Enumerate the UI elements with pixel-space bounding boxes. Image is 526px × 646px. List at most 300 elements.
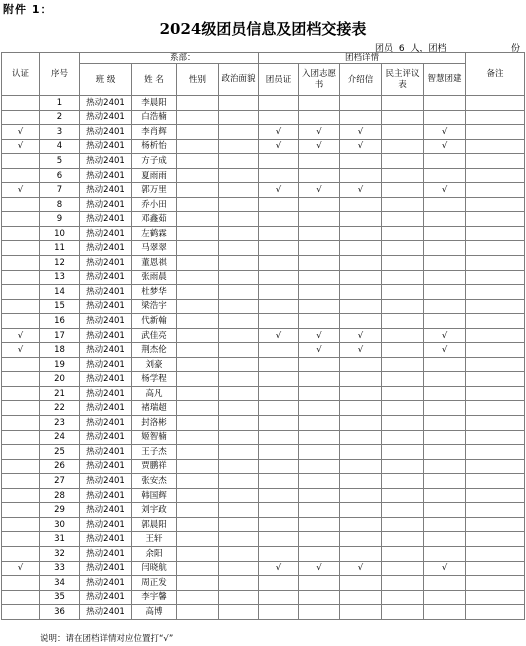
smart-league-cell bbox=[424, 532, 466, 547]
evaluation-cell bbox=[382, 503, 424, 518]
remarks-cell bbox=[466, 576, 525, 591]
smart-league-cell: √ bbox=[424, 328, 466, 343]
application-cell bbox=[299, 430, 340, 445]
evaluation-cell bbox=[382, 517, 424, 532]
seq-cell: 13 bbox=[40, 270, 80, 285]
smart-league-cell bbox=[424, 299, 466, 314]
table-row bbox=[2, 314, 525, 329]
members-unit: 人，团档 bbox=[410, 44, 447, 54]
evaluation-cell bbox=[382, 343, 424, 358]
intro-letter-cell: √ bbox=[340, 139, 382, 154]
verify-cell bbox=[2, 546, 40, 561]
political-cell bbox=[219, 532, 259, 547]
verify-cell bbox=[2, 605, 40, 620]
intro-letter-cell: √ bbox=[340, 343, 382, 358]
name-cell: 余阳 bbox=[132, 546, 177, 561]
evaluation-cell bbox=[382, 241, 424, 256]
verify-cell bbox=[2, 299, 40, 314]
political-cell bbox=[219, 517, 259, 532]
political-cell bbox=[219, 546, 259, 561]
seq-cell: 27 bbox=[40, 474, 80, 489]
evaluation-cell bbox=[382, 270, 424, 285]
intro-letter-cell bbox=[340, 226, 382, 241]
intro-letter-cell bbox=[340, 517, 382, 532]
remarks-cell bbox=[466, 546, 525, 561]
member-card-cell bbox=[259, 357, 299, 372]
remarks-cell bbox=[466, 110, 525, 125]
political-cell bbox=[219, 343, 259, 358]
member-card-cell bbox=[259, 459, 299, 474]
table-row bbox=[2, 576, 525, 591]
class-cell: 热动2401 bbox=[80, 125, 132, 140]
class-cell: 热动2401 bbox=[80, 343, 132, 358]
class-cell: 热动2401 bbox=[80, 241, 132, 256]
application-cell: √ bbox=[299, 125, 340, 140]
remarks-cell bbox=[466, 488, 525, 503]
member-card-cell bbox=[259, 212, 299, 227]
name-cell: 刘豪 bbox=[132, 357, 177, 372]
application-cell: √ bbox=[299, 328, 340, 343]
intro-letter-cell bbox=[340, 285, 382, 300]
application-cell: √ bbox=[299, 139, 340, 154]
gender-cell bbox=[177, 343, 219, 358]
seq-cell: 26 bbox=[40, 459, 80, 474]
member-card-cell bbox=[259, 590, 299, 605]
table-row bbox=[2, 430, 525, 445]
remarks-cell bbox=[466, 474, 525, 489]
verify-cell bbox=[2, 503, 40, 518]
intro-letter-cell bbox=[340, 546, 382, 561]
attachment-label: 附件 1： bbox=[3, 3, 53, 16]
class-cell: 热动2401 bbox=[80, 503, 132, 518]
remarks-cell bbox=[466, 285, 525, 300]
class-cell: 热动2401 bbox=[80, 154, 132, 169]
seq-cell: 22 bbox=[40, 401, 80, 416]
verify-cell bbox=[2, 459, 40, 474]
application-cell bbox=[299, 517, 340, 532]
evaluation-cell bbox=[382, 154, 424, 169]
header-application: 入团志愿书 bbox=[299, 64, 340, 96]
verify-cell bbox=[2, 226, 40, 241]
evaluation-cell bbox=[382, 357, 424, 372]
member-card-cell: √ bbox=[259, 125, 299, 140]
smart-league-cell bbox=[424, 372, 466, 387]
verify-cell bbox=[2, 576, 40, 591]
class-cell: 热动2401 bbox=[80, 561, 132, 576]
seq-cell: 36 bbox=[40, 605, 80, 620]
application-cell bbox=[299, 546, 340, 561]
member-card-cell bbox=[259, 386, 299, 401]
remarks-cell bbox=[466, 270, 525, 285]
smart-league-cell bbox=[424, 314, 466, 329]
class-cell: 热动2401 bbox=[80, 256, 132, 271]
verify-cell bbox=[2, 372, 40, 387]
evaluation-cell bbox=[382, 488, 424, 503]
class-cell: 热动2401 bbox=[80, 488, 132, 503]
class-cell: 热动2401 bbox=[80, 590, 132, 605]
member-card-cell bbox=[259, 445, 299, 460]
seq-cell: 20 bbox=[40, 372, 80, 387]
member-card-cell bbox=[259, 503, 299, 518]
table-row bbox=[2, 386, 525, 401]
class-cell: 热动2401 bbox=[80, 197, 132, 212]
table-row bbox=[2, 561, 525, 576]
gender-cell bbox=[177, 212, 219, 227]
name-cell: 刘宇政 bbox=[132, 503, 177, 518]
table-row bbox=[2, 416, 525, 431]
table-row bbox=[2, 139, 525, 154]
name-cell: 董恩祺 bbox=[132, 256, 177, 271]
table-row bbox=[2, 517, 525, 532]
members-count: 6 bbox=[398, 44, 405, 54]
political-cell bbox=[219, 168, 259, 183]
name-cell: 杨析怡 bbox=[132, 139, 177, 154]
name-cell: 姬智楠 bbox=[132, 430, 177, 445]
verify-cell: √ bbox=[2, 125, 40, 140]
seq-cell: 29 bbox=[40, 503, 80, 518]
political-cell bbox=[219, 503, 259, 518]
seq-cell: 35 bbox=[40, 590, 80, 605]
application-cell bbox=[299, 357, 340, 372]
political-cell bbox=[219, 474, 259, 489]
seq-cell: 12 bbox=[40, 256, 80, 271]
intro-letter-cell bbox=[340, 488, 382, 503]
application-cell bbox=[299, 256, 340, 271]
evaluation-cell bbox=[382, 183, 424, 198]
application-cell: √ bbox=[299, 183, 340, 198]
evaluation-cell bbox=[382, 416, 424, 431]
verify-cell bbox=[2, 445, 40, 460]
class-cell: 热动2401 bbox=[80, 314, 132, 329]
application-cell bbox=[299, 154, 340, 169]
member-card-cell bbox=[259, 241, 299, 256]
intro-letter-cell bbox=[340, 430, 382, 445]
name-cell: 高博 bbox=[132, 605, 177, 620]
seq-cell: 24 bbox=[40, 430, 80, 445]
name-cell: 李宇馨 bbox=[132, 590, 177, 605]
gender-cell bbox=[177, 299, 219, 314]
name-cell: 荆杰伦 bbox=[132, 343, 177, 358]
gender-cell bbox=[177, 430, 219, 445]
class-cell: 热动2401 bbox=[80, 386, 132, 401]
verify-cell bbox=[2, 401, 40, 416]
evaluation-cell bbox=[382, 546, 424, 561]
remarks-cell bbox=[466, 183, 525, 198]
intro-letter-cell: √ bbox=[340, 183, 382, 198]
evaluation-cell bbox=[382, 445, 424, 460]
name-cell: 王子杰 bbox=[132, 445, 177, 460]
verify-cell: √ bbox=[2, 561, 40, 576]
table-row bbox=[2, 197, 525, 212]
evaluation-cell bbox=[382, 386, 424, 401]
evaluation-cell bbox=[382, 314, 424, 329]
political-cell bbox=[219, 212, 259, 227]
table-row bbox=[2, 532, 525, 547]
intro-letter-cell: √ bbox=[340, 125, 382, 140]
gender-cell bbox=[177, 503, 219, 518]
class-cell: 热动2401 bbox=[80, 445, 132, 460]
smart-league-cell bbox=[424, 576, 466, 591]
verify-cell bbox=[2, 517, 40, 532]
member-card-cell bbox=[259, 401, 299, 416]
intro-letter-cell bbox=[340, 459, 382, 474]
remarks-cell bbox=[466, 299, 525, 314]
member-card-cell: √ bbox=[259, 183, 299, 198]
remarks-cell bbox=[466, 445, 525, 460]
header-intro-letter: 介绍信 bbox=[340, 64, 382, 96]
header-department: 系部： bbox=[80, 53, 259, 64]
gender-cell bbox=[177, 372, 219, 387]
seq-cell: 23 bbox=[40, 416, 80, 431]
remarks-cell bbox=[466, 343, 525, 358]
evaluation-cell bbox=[382, 125, 424, 140]
verify-cell bbox=[2, 590, 40, 605]
member-card-cell bbox=[259, 96, 299, 111]
political-cell bbox=[219, 605, 259, 620]
intro-letter-cell bbox=[340, 590, 382, 605]
table-row bbox=[2, 605, 525, 620]
class-cell: 热动2401 bbox=[80, 168, 132, 183]
remarks-cell bbox=[466, 386, 525, 401]
table-row bbox=[2, 299, 525, 314]
application-cell: √ bbox=[299, 343, 340, 358]
member-card-cell bbox=[259, 605, 299, 620]
gender-cell bbox=[177, 474, 219, 489]
intro-letter-cell: √ bbox=[340, 328, 382, 343]
remarks-cell bbox=[466, 561, 525, 576]
name-cell: 郭晨阳 bbox=[132, 517, 177, 532]
seq-cell: 8 bbox=[40, 197, 80, 212]
seq-cell: 7 bbox=[40, 183, 80, 198]
table-row bbox=[2, 256, 525, 271]
name-cell: 韩国辉 bbox=[132, 488, 177, 503]
intro-letter-cell bbox=[340, 401, 382, 416]
smart-league-cell bbox=[424, 445, 466, 460]
verify-cell bbox=[2, 430, 40, 445]
political-cell bbox=[219, 154, 259, 169]
name-cell: 闫晓航 bbox=[132, 561, 177, 576]
member-card-cell bbox=[259, 474, 299, 489]
gender-cell bbox=[177, 517, 219, 532]
political-cell bbox=[219, 386, 259, 401]
intro-letter-cell bbox=[340, 445, 382, 460]
political-cell bbox=[219, 372, 259, 387]
seq-cell: 34 bbox=[40, 576, 80, 591]
intro-letter-cell: √ bbox=[340, 561, 382, 576]
smart-league-cell bbox=[424, 110, 466, 125]
gender-cell bbox=[177, 576, 219, 591]
remarks-cell bbox=[466, 590, 525, 605]
application-cell bbox=[299, 285, 340, 300]
header-smart-league: 智慧团建 bbox=[424, 64, 466, 96]
remarks-cell bbox=[466, 517, 525, 532]
table-row bbox=[2, 168, 525, 183]
gender-cell bbox=[177, 226, 219, 241]
application-cell bbox=[299, 474, 340, 489]
smart-league-cell bbox=[424, 605, 466, 620]
gender-cell bbox=[177, 110, 219, 125]
verify-cell bbox=[2, 285, 40, 300]
application-cell: √ bbox=[299, 561, 340, 576]
class-cell: 热动2401 bbox=[80, 372, 132, 387]
class-cell: 热动2401 bbox=[80, 532, 132, 547]
political-cell bbox=[219, 96, 259, 111]
remarks-cell bbox=[466, 197, 525, 212]
intro-letter-cell bbox=[340, 605, 382, 620]
table-row bbox=[2, 241, 525, 256]
instruction-note: 说明：请在团档详情对应位置打“√” bbox=[40, 634, 174, 644]
class-cell: 热动2401 bbox=[80, 299, 132, 314]
table-row bbox=[2, 212, 525, 227]
intro-letter-cell bbox=[340, 256, 382, 271]
table-row bbox=[2, 488, 525, 503]
class-cell: 热动2401 bbox=[80, 546, 132, 561]
verify-cell bbox=[2, 474, 40, 489]
class-cell: 热动2401 bbox=[80, 430, 132, 445]
smart-league-cell bbox=[424, 270, 466, 285]
header-class: 班 级 bbox=[80, 64, 132, 96]
verify-cell bbox=[2, 532, 40, 547]
class-cell: 热动2401 bbox=[80, 517, 132, 532]
political-cell bbox=[219, 576, 259, 591]
political-cell bbox=[219, 285, 259, 300]
class-cell: 热动2401 bbox=[80, 605, 132, 620]
class-cell: 热动2401 bbox=[80, 96, 132, 111]
seq-cell: 32 bbox=[40, 546, 80, 561]
gender-cell bbox=[177, 96, 219, 111]
evaluation-cell bbox=[382, 212, 424, 227]
smart-league-cell bbox=[424, 212, 466, 227]
name-cell: 周正发 bbox=[132, 576, 177, 591]
smart-league-cell bbox=[424, 590, 466, 605]
class-cell: 热动2401 bbox=[80, 401, 132, 416]
remarks-cell bbox=[466, 314, 525, 329]
political-cell bbox=[219, 445, 259, 460]
table-row bbox=[2, 357, 525, 372]
class-cell: 热动2401 bbox=[80, 226, 132, 241]
intro-letter-cell bbox=[340, 299, 382, 314]
gender-cell bbox=[177, 125, 219, 140]
intro-letter-cell bbox=[340, 241, 382, 256]
political-cell bbox=[219, 328, 259, 343]
intro-letter-cell bbox=[340, 357, 382, 372]
smart-league-cell bbox=[424, 285, 466, 300]
intro-letter-cell bbox=[340, 576, 382, 591]
name-cell: 左鹤霖 bbox=[132, 226, 177, 241]
intro-letter-cell bbox=[340, 416, 382, 431]
gender-cell bbox=[177, 285, 219, 300]
header-remarks: 备注 bbox=[466, 53, 525, 96]
seq-cell: 6 bbox=[40, 168, 80, 183]
table-row bbox=[2, 503, 525, 518]
evaluation-cell bbox=[382, 110, 424, 125]
member-card-cell bbox=[259, 430, 299, 445]
table-row bbox=[2, 459, 525, 474]
evaluation-cell bbox=[382, 372, 424, 387]
verify-cell bbox=[2, 357, 40, 372]
member-card-cell bbox=[259, 197, 299, 212]
intro-letter-cell bbox=[340, 168, 382, 183]
name-cell: 杨学程 bbox=[132, 372, 177, 387]
political-cell bbox=[219, 459, 259, 474]
application-cell bbox=[299, 299, 340, 314]
application-cell bbox=[299, 532, 340, 547]
smart-league-cell bbox=[424, 96, 466, 111]
name-cell: 武佳亮 bbox=[132, 328, 177, 343]
name-cell: 李肖辉 bbox=[132, 125, 177, 140]
evaluation-cell bbox=[382, 459, 424, 474]
intro-letter-cell bbox=[340, 503, 382, 518]
members-label: 团员 bbox=[374, 44, 393, 54]
name-cell: 贾鹏祥 bbox=[132, 459, 177, 474]
verify-cell bbox=[2, 168, 40, 183]
seq-cell: 31 bbox=[40, 532, 80, 547]
smart-league-cell bbox=[424, 154, 466, 169]
smart-league-cell bbox=[424, 226, 466, 241]
remarks-cell bbox=[466, 416, 525, 431]
political-cell bbox=[219, 416, 259, 431]
remarks-cell bbox=[466, 226, 525, 241]
verify-cell bbox=[2, 96, 40, 111]
header-archive-details: 团档详情 bbox=[259, 53, 466, 64]
political-cell bbox=[219, 125, 259, 140]
political-cell bbox=[219, 299, 259, 314]
header-name: 姓 名 bbox=[132, 64, 177, 96]
member-card-cell bbox=[259, 154, 299, 169]
seq-cell: 3 bbox=[40, 125, 80, 140]
class-cell: 热动2401 bbox=[80, 459, 132, 474]
name-cell: 杜梦华 bbox=[132, 285, 177, 300]
remarks-cell bbox=[466, 168, 525, 183]
remarks-cell bbox=[466, 154, 525, 169]
intro-letter-cell bbox=[340, 372, 382, 387]
class-cell: 热动2401 bbox=[80, 328, 132, 343]
intro-letter-cell bbox=[340, 386, 382, 401]
class-cell: 热动2401 bbox=[80, 285, 132, 300]
evaluation-cell bbox=[382, 197, 424, 212]
table-row bbox=[2, 154, 525, 169]
intro-letter-cell bbox=[340, 110, 382, 125]
remarks-cell bbox=[466, 372, 525, 387]
name-cell: 高凡 bbox=[132, 386, 177, 401]
remarks-cell bbox=[466, 605, 525, 620]
member-card-cell bbox=[259, 314, 299, 329]
evaluation-cell bbox=[382, 299, 424, 314]
verify-cell bbox=[2, 197, 40, 212]
member-table bbox=[1, 52, 525, 620]
gender-cell bbox=[177, 314, 219, 329]
application-cell bbox=[299, 590, 340, 605]
member-card-cell bbox=[259, 517, 299, 532]
seq-cell: 30 bbox=[40, 517, 80, 532]
member-card-cell: √ bbox=[259, 561, 299, 576]
seq-cell: 1 bbox=[40, 96, 80, 111]
member-card-cell bbox=[259, 110, 299, 125]
evaluation-cell bbox=[382, 139, 424, 154]
evaluation-cell bbox=[382, 532, 424, 547]
gender-cell bbox=[177, 241, 219, 256]
intro-letter-cell bbox=[340, 212, 382, 227]
table-row bbox=[2, 226, 525, 241]
political-cell bbox=[219, 590, 259, 605]
verify-cell bbox=[2, 212, 40, 227]
class-cell: 热动2401 bbox=[80, 139, 132, 154]
member-card-cell bbox=[259, 372, 299, 387]
evaluation-cell bbox=[382, 285, 424, 300]
application-cell bbox=[299, 212, 340, 227]
table-row bbox=[2, 401, 525, 416]
evaluation-cell bbox=[382, 561, 424, 576]
